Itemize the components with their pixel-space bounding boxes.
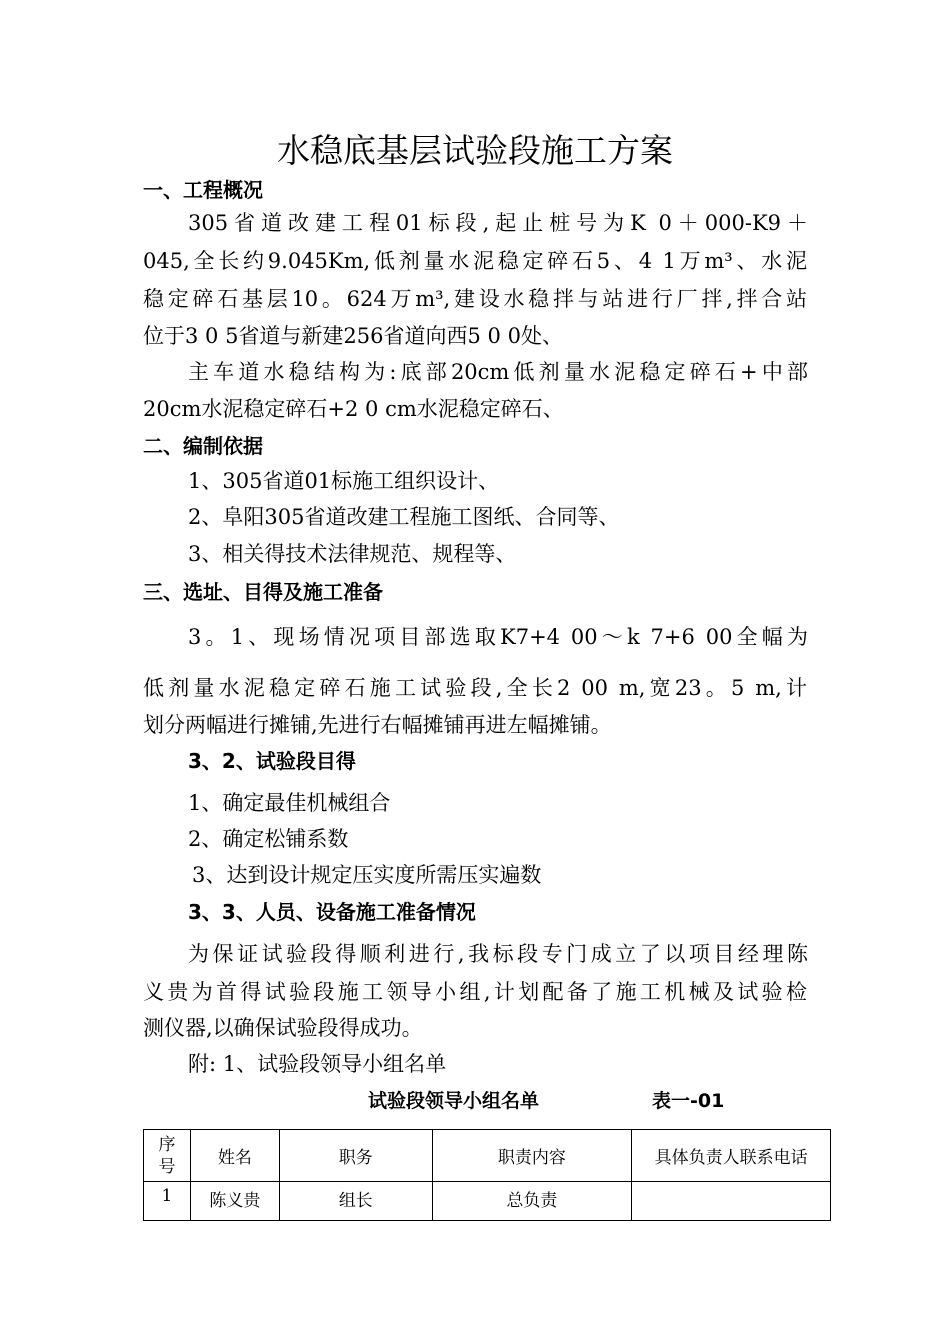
paragraph-line: 测仪器,以确保试验段得成功。 xyxy=(143,1016,423,1040)
attachment-note: 附: 1、试验段领导小组名单 xyxy=(188,1052,447,1076)
header-cell-name: 姓名 xyxy=(190,1130,279,1182)
paragraph-line: 3。1、现场情况项目部选取K7+4 00～k 7+6 00全幅为 xyxy=(188,625,808,649)
list-item: 2、阜阳305省道改建工程施工图纸、合同等、 xyxy=(188,505,620,529)
subsection-heading-preparation: 3、3、人员、设备施工准备情况 xyxy=(188,900,476,924)
section-heading-site-selection: 三、选址、目得及施工准备 xyxy=(143,580,383,604)
section-heading-basis: 二、编制依据 xyxy=(143,434,263,458)
paragraph-line: 主车道水稳结构为:底部20cm低剂量水泥稳定碎石+中部 xyxy=(188,360,808,384)
list-item: 2、确定松铺系数 xyxy=(188,827,349,851)
table-caption: 试验段领导小组名单 xyxy=(368,1090,540,1112)
leadership-table xyxy=(143,1129,831,1221)
paragraph-line: 低剂量水泥稳定碎石施工试验段,全长2 00 m,宽23。5 m,计 xyxy=(143,676,807,700)
cell-index: 1 xyxy=(144,1182,191,1221)
list-item: 3、相关得技术法律规范、规程等、 xyxy=(188,542,517,566)
paragraph-line: 义贵为首得试验段施工领导小组,计划配备了施工机械及试验检 xyxy=(143,980,807,1004)
list-item: 1、确定最佳机械组合 xyxy=(188,791,391,815)
cell-name: 陈义贵 xyxy=(190,1182,279,1221)
section-heading-overview: 一、工程概况 xyxy=(143,178,263,202)
paragraph-line: 为保证试验段得顺利进行,我标段专门成立了以项目经理陈 xyxy=(188,942,808,966)
header-cell-position: 职务 xyxy=(279,1130,432,1182)
cell-duties: 总负责 xyxy=(432,1182,632,1221)
table-header-row xyxy=(144,1130,831,1182)
header-cell-duties: 职责内容 xyxy=(432,1130,632,1182)
paragraph-line: 305省道改建工程01标段,起止桩号为K 0＋000-K9＋ xyxy=(188,211,808,235)
table-code: 表一-01 xyxy=(652,1090,725,1112)
cell-phone xyxy=(632,1182,831,1221)
cell-position: 组长 xyxy=(279,1182,432,1221)
header-cell-phone: 具体负责人联系电话 xyxy=(632,1130,831,1182)
paragraph-line: 稳定碎石基层10。624万m³,建设水稳拌与站进行厂拌,拌合站 xyxy=(143,287,807,311)
subsection-heading-purpose: 3、2、试验段目得 xyxy=(188,749,356,773)
paragraph-line: 划分两幅进行摊铺,先进行右幅摊铺再进左幅摊铺。 xyxy=(143,713,612,737)
list-item: 3、达到设计规定压实度所需压实遍数 xyxy=(192,863,542,887)
page-title: 水稳底基层试验段施工方案 xyxy=(277,131,673,170)
list-item: 1、305省道01标施工组织设计、 xyxy=(188,469,500,493)
table-row xyxy=(144,1182,831,1221)
paragraph-line: 位于3 0 5省道与新建256省道向西5 0 0处、 xyxy=(143,324,563,348)
paragraph-line: 045,全长约9.045Km,低剂量水泥稳定碎石5、4 1万m³、水泥 xyxy=(143,249,807,273)
paragraph-line: 20cm水泥稳定碎石+2 0 cm水泥稳定碎石、 xyxy=(143,397,564,421)
header-cell-index: 序 号 xyxy=(144,1130,191,1182)
